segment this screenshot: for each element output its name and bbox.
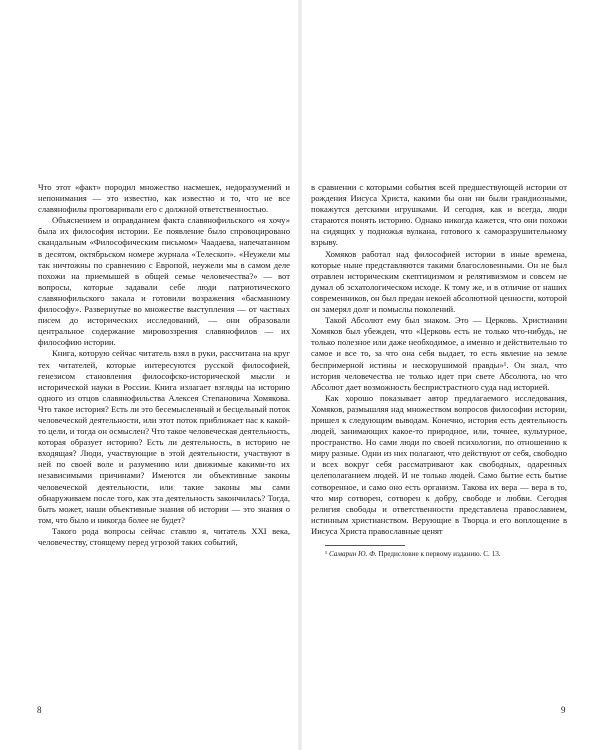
left-page-text: [38, 182, 290, 548]
footnote-marker: ¹: [325, 550, 328, 558]
left-paragraph-4: Такого рода вопросы сейчас ставлю я, читатель XXI века, человечеству, стоящему перед угрозой таких событий,: [38, 525, 290, 547]
footnote-author: Самарин Ю. Ф.: [328, 550, 377, 558]
left-page-number: 8: [37, 705, 42, 715]
footnote-divider: [325, 545, 405, 546]
right-page-number: 9: [561, 705, 566, 715]
footnote-text: Предисловие к первому изданию. С. 13.: [378, 550, 501, 558]
left-paragraph-2: Объяснением и оправданием факта славянофильского «я хочу» была их философия истории. Ее появление было спровоцировано скандальным «Философическим письмом» Чаадаева, напечатанном в десятом, октябрьском номере журнала «Телескоп». «Неужели мы так ничтожны по сравнению с Европой, неужели мы в самом деле похожи на приемышей в общей семье человечества?» — вот вопросы, которые задавали себе люди патриотического славянофильского закала и готовили возражения «басманному философу». Развернутые во множестве выступления — от частных писем до исторических исследований, — они образовали центральное содержание мировоззрения славянофилов — их философию истории.: [38, 215, 290, 348]
left-paragraph-1: Что этот «факт» породил множество насмешек, недоразумений и непонимания — это известно, как известно и то, что не все славянофилы проговаривали его с должной ответственностью.: [38, 182, 290, 215]
right-paragraph-1: в сравнении с которыми события всей предшествующей истории от рождения Иисуса Христа, какими бы они ни были грандиозными, покажутся детскими игрушками. И сегодня, как и всегда, люди стараются понять историю. Однако никогда кажется, что они похожи на сидящих у подножья вулкана, готового к саморазрушительному взрыву.: [311, 182, 567, 248]
left-paragraph-3: Книга, которую сейчас читатель взял в руки, рассчитана на круг тех читателей, которые интересуются русской философией, генезисом становления философско-исторической мысли и исторической науки в России. Книга излагает взгляды на историю одного из отцов славянофильства Алексея Степановича Хомякова. Что такое история? Есть ли это бесемысленный и бесцельный поток человеческой деятельности, или этот поток приближает нас к какой-то цели, и тогда он осмыслен? Что такое человеческая деятельность, которая образует историю? Есть ли деятельность, в историю не входящая? Люди, участвующие в этой деятельности, участвуют в ней по своей воле и разумению или движимые какими-то их независимыми причинами? Имеются ли объективные законы человеческой деятельности, или такие законы мы сами обнаруживаем после того, как эта деятельность закончилась? Тогда, быть может, наши объективные знания об истории — это знания о том, что было и никогда более не будет?: [38, 348, 290, 525]
book-gutter: [298, 0, 302, 750]
right-paragraph-4: Как хорошо показывает автор предлагаемого исследования, Хомяков, размышляя над множеством вопросов философии истории, пришел к следующим выводам. Конечно, история есть деятельность людей, занимающих какое-то природное, или, точнее, культурное, пространство. Но сами люди по своей психологии, по отношению к миру разные. Одни из них полагают, что действуют от себя, свободно и всех вокруг себя рассматривают как свободных, одаренных целеполаганием людей. И не только людей. Само бытие есть бытие сотворенное, и само оно есть организм. Такова их вера — вера в то, что мир сотворен, сотворен к добру, свободе и любви. Сегодня религия свободы и ответственности представлена православием, истинным христианством. Верующие в Творца и его воплощение в Иисуса Христа православные ценят: [311, 392, 567, 536]
right-page-text: [311, 182, 567, 559]
right-paragraph-2: Хомяков работал над философией истории в иные времена, которые ныне представляются такими благословенными. Он не был отравлен историческим скептицизмом и релятивизмом и совсем не думал об эсхатологическом исходе. К тому же, и в отличие от наших современников, он был предан некоей абсолютной ценности, которой он замерял долг и помыслы поколений.: [311, 248, 567, 315]
right-paragraph-3: Такой Абсолют ему был знаком. Это — Церковь. Христианин Хомяков был убежден, что «Церковь есть не только что-нибудь, не только полезное или даже необходимое, а именно и действительно то самое и все то, за что она себя выдает, то есть явление на земле беспримерной истины и нескорушимой правды»¹. Он знал, что история человечества не только идет при свете Абсолюта, но что Абсолют дает возможность беспристрастного суда над историей.: [311, 315, 567, 392]
footnote: [311, 550, 567, 559]
